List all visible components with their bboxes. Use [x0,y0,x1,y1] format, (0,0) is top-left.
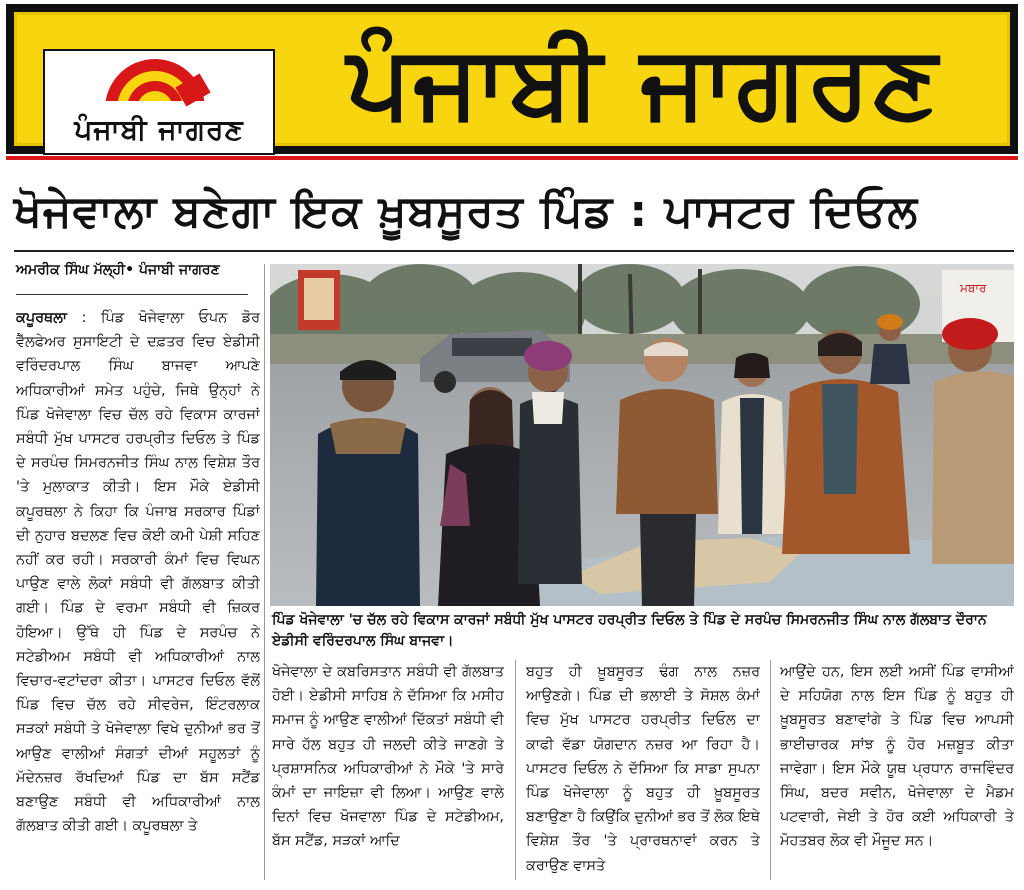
article-column-3: ਬਹੁਤ ਹੀ ਖ਼ੂਬਸੂਰਤ ਢੰਗ ਨਾਲ ਨਜ਼ਰ ਆਉਣਗੇ। ਪਿੰਡ ਦੀ ਭਲਾਈ ਤੇ ਸੋਸ਼ਲ ਕੰਮਾਂ ਵਿਚ ਮੁੱਖ ਪਾਸਟਰ ਹਰਪ੍ਰੀਤ ਦਿਓਲ ਦਾ ਕਾਫੀ ਵੱਡਾ ਯੋਗਦਾਨ ਨਜ਼ਰ ਆ ਰਿਹਾ ਹੈ। ਪਾਸਟਰ ਦਿਓਲ ਨੇ ਦੱਸਿਆ ਕਿ ਸਾਡਾ ਸੁਪਨਾ ਪਿੰਡ ਖੋਜੇਵਾਲਾ ਨੂੰ ਬਹੁਤ ਹੀ ਖ਼ੂਬਸੂਰਤ ਬਣਾਉਣਾ ਹੈ ਕਿਉਂਕਿ ਦੁਨੀਆਂ ਭਰ ਤੋਂ ਲੋਕ ਇਥੇ ਵਿਸ਼ੇਸ਼ ਤੌਰ 'ਤੇ ਪ੍ਰਾਰਥਨਾਵਾਂ ਕਰਨ ਤੇ ਕਰਾਉਣ ਵਾਸਤੇ [526,664,760,874]
logo-text: ਪੰਜਾਬੀ ਜਾਗਰਣ [74,113,244,146]
logo [43,49,275,155]
column-divider [264,264,265,880]
photo-illustration [270,264,1014,606]
article-column-2: ਖੋਜੇਵਾਲਾ ਦੇ ਕਬਰਿਸਤਾਨ ਸਬੰਧੀ ਵੀ ਗੱਲਬਾਤ ਹੋਈ। ਏਡੀਸੀ ਸਾਹਿਬ ਨੇ ਦੱਸਿਆ ਕਿ ਮਸੀਹ ਸਮਾਜ ਨੂੰ ਆਉਣ ਵਾਲੀਆਂ ਦਿੱਕਤਾਂ ਸਬੰਧੀ ਵੀ ਸਾਰੇ ਹੱਲ ਬਹੁਤ ਹੀ ਜਲਦੀ ਕੀਤੇ ਜਾਣਗੇ ਤੇ ਪ੍ਰਸ਼ਾਸਨਿਕ ਅਧਿਕਾਰੀਆਂ ਨੇ ਮੌਕੇ 'ਤੇ ਸਾਰੇ ਕੰਮਾਂ ਦਾ ਜਾਇਜ਼ਾ ਵੀ ਲਿਆ। ਆਉਣ ਵਾਲੇ ਦਿਨਾਂ ਵਿਚ ਖੋਜਵਾਲਾ ਪਿੰਡ ਦੇ ਸਟੇਡੀਅਮ, ਬੱਸ ਸਟੈਂਡ, ਸੜਕਾਂ ਆਦਿ [272,664,504,850]
byline: ਅਮਰੀਕ ਸਿੰਘ ਮੱਲ੍ਹੀ• ਪੰਜਾਬੀ ਜਾਗਰਣ [16,262,220,278]
banner-text: ਮਬਾਰ [960,281,987,295]
masthead-banner [14,12,1010,146]
dateline: ਕਪੂਰਥਲਾ [16,310,67,326]
photo-caption: ਪਿੰਡ ਖੋਜੇਵਾਲਾ 'ਚ ਚੱਲ ਰਹੇ ਵਿਕਾਸ ਕਾਰਜਾਂ ਸਬੰਧੀ ਮੁੱਖ ਪਾਸਟਰ ਹਰਪ੍ਰੀਤ ਦਿਓਲ ਤੇ ਪਿੰਡ ਦੇ ਸਰਪੰਚ ਸਿਮਰਨਜੀਤ ਸਿੰਘ ਨਾਲ ਗੱਲਬਾਤ ਦੌਰਾਨ ਏਡੀਸੀ ਵਰਿੰਦਰਪਾਲ ਸਿੰਘ ਬਾਜਵਾ। [272,612,987,649]
masthead-title: ਪੰਜਾਬੀ ਜਾਗਰਣ [346,23,940,140]
column-divider [515,660,516,880]
byline-rule [16,294,248,295]
article-column-4: ਆਉਂਦੇ ਹਨ, ਇਸ ਲਈ ਅਸੀਂ ਪਿੰਡ ਵਾਸੀਆਂ ਦੇ ਸਹਿਯੋਗ ਨਾਲ ਇਸ ਪਿੰਡ ਨੂੰ ਬਹੁਤ ਹੀ ਖ਼ੂਬਸੂਰਤ ਬਣਾਵਾਂਗੇ ਤੇ ਪਿੰਡ ਵਿਚ ਆਪਸੀ ਭਾਈਚਾਰਕ ਸਾਂਝ ਨੂੰ ਹੋਰ ਮਜ਼ਬੂਤ ਕੀਤਾ ਜਾਵੇਗਾ। ਇਸ ਮੌਕੇ ਯੂਥ ਪ੍ਰਧਾਨ ਰਾਜਵਿੰਦਰ ਸਿੰਘ, ਬਦਰ ਸਵੀਨ, ਖੋਜੇਵਾਲਾ ਦੇ ਮੈਡਮ ਪਟਵਾਰੀ, ਜੇਈ ਤੇ ਹੋਰ ਕਈ ਅਧਿਕਾਰੀ ਤੇ ਮੋਹਤਬਰ ਲੋਕ ਵੀ ਮੌਜੂਦ ਸਨ। [780,664,1014,850]
headline: ਖੋਜੇਵਾਲਾ ਬਣੇਗਾ ਇਕ ਖ਼ੂਬਸੂਰਤ ਪਿੰਡ : ਪਾਸਟਰ ਦਿਓਲ [14,186,919,237]
news-photo [270,264,1014,606]
column-1-text: : ਪਿੰਡ ਖੋਜੇਵਾਲਾ ਓਪਨ ਡੋਰ ਵੈੱਲਫੇਅਰ ਸੁਸਾਇਟੀ ਦੇ ਦਫ਼ਤਰ ਵਿਚ ਏਡੀਸੀ ਵਰਿੰਦਰਪਾਲ ਸਿੰਘ ਬਾਜਵਾ ਆਪਣੇ ਅਧਿਕਾਰੀਆਂ ਸਮੇਤ ਪਹੁੰਚੇ, ਜਿਥੇ ਉਨ੍ਹਾਂ ਨੇ ਪਿੰਡ ਖੋਜੇਵਾਲਾ ਵਿਚ ਚੱਲ ਰਹੇ ਵਿਕਾਸ ਕਾਰਜਾਂ ਸਬੰਧੀ ਮੁੱਖ ਪਾਸਟਰ ਹਰਪ੍ਰੀਤ ਦਿਓਲ ਤੇ ਪਿੰਡ ਦੇ ਸਰਪੰਚ ਸਿਮਰਨਜੀਤ ਸਿੰਘ ਨਾਲ ਵਿਸ਼ੇਸ਼ ਤੌਰ 'ਤੇ ਮੁਲਾਕਾਤ ਕੀਤੀ। ਇਸ ਮੌਕੇ ਏਡੀਸੀ ਕਪੂਰਥਲਾ ਨੇ ਕਿਹਾ ਕਿ ਪੰਜਾਬ ਸਰਕਾਰ ਪਿੰਡਾਂ ਦੀ ਨੁਹਾਰ ਬਦਲਣ ਵਿਚ ਕੋਈ ਕਮੀ ਪੇਸ਼ੀ ਸਹਿਣ ਨਹੀਂ ਕਰ ਰਹੀ। ਸਰਕਾਰੀ ਕੰਮਾਂ ਵਿਚ ਵਿਘਨ ਪਾਉਣ ਵਾਲੇ ਲੋਕਾਂ ਸਬੰਧੀ ਵੀ ਗੱਲਬਾਤ ਕੀਤੀ ਗਈ। ਪਿੰਡ ਦੇ ਵਰਮਾ ਸਬੰਧੀ ਵੀ ਜ਼ਿਕਰ ਹੋਇਆ। ਉੱਥੇ ਹੀ ਪਿੰਡ ਦੇ ਸਰਪੰਚ ਨੇ ਸਟੇਡੀਅਮ ਸਬੰਧੀ ਵੀ ਅਧਿਕਾਰੀਆਂ ਨਾਲ ਵਿਚਾਰ-ਵਟਾਂਦਰਾ ਕੀਤਾ। ਪਾਸਟਰ ਦਿਓਲ ਵੱਲੋਂ ਪਿੰਡ ਵਿਚ ਚੱਲ ਰਹੇ ਸੀਵਰੇਜ, ਇੰਟਰਲਾਕ ਸੜਕਾਂ ਸਬੰਧੀ ਤੇ ਖੋਜੇਵਾਲਾ ਵਿਖੇ ਦੁਨੀਆਂ ਭਰ ਤੋਂ ਆਉਣ ਵਾਲੀਆਂ ਸੰਗਤਾਂ ਦੀਆਂ ਸਹੂਲਤਾਂ ਨੂੰ ਮੱਦੇਨਜ਼ਰ ਰੱਖਦਿਆਂ ਪਿੰਡ ਦਾ ਬੱਸ ਸਟੈਂਡ ਬਣਾਉਣ ਸਬੰਧੀ ਵੀ ਅਧਿਕਾਰੀਆਂ ਨਾਲ ਗੱਲਬਾਤ ਕੀਤੀ ਗਈ। ਕਪੂਰਥਲਾ ਤੇ [16,310,260,835]
rising-sun-icon [95,55,215,111]
headline-rule [14,250,1014,252]
masthead-divider [6,156,1018,160]
masthead [6,4,1018,154]
article-column-1 [16,306,260,880]
column-divider [770,660,771,880]
